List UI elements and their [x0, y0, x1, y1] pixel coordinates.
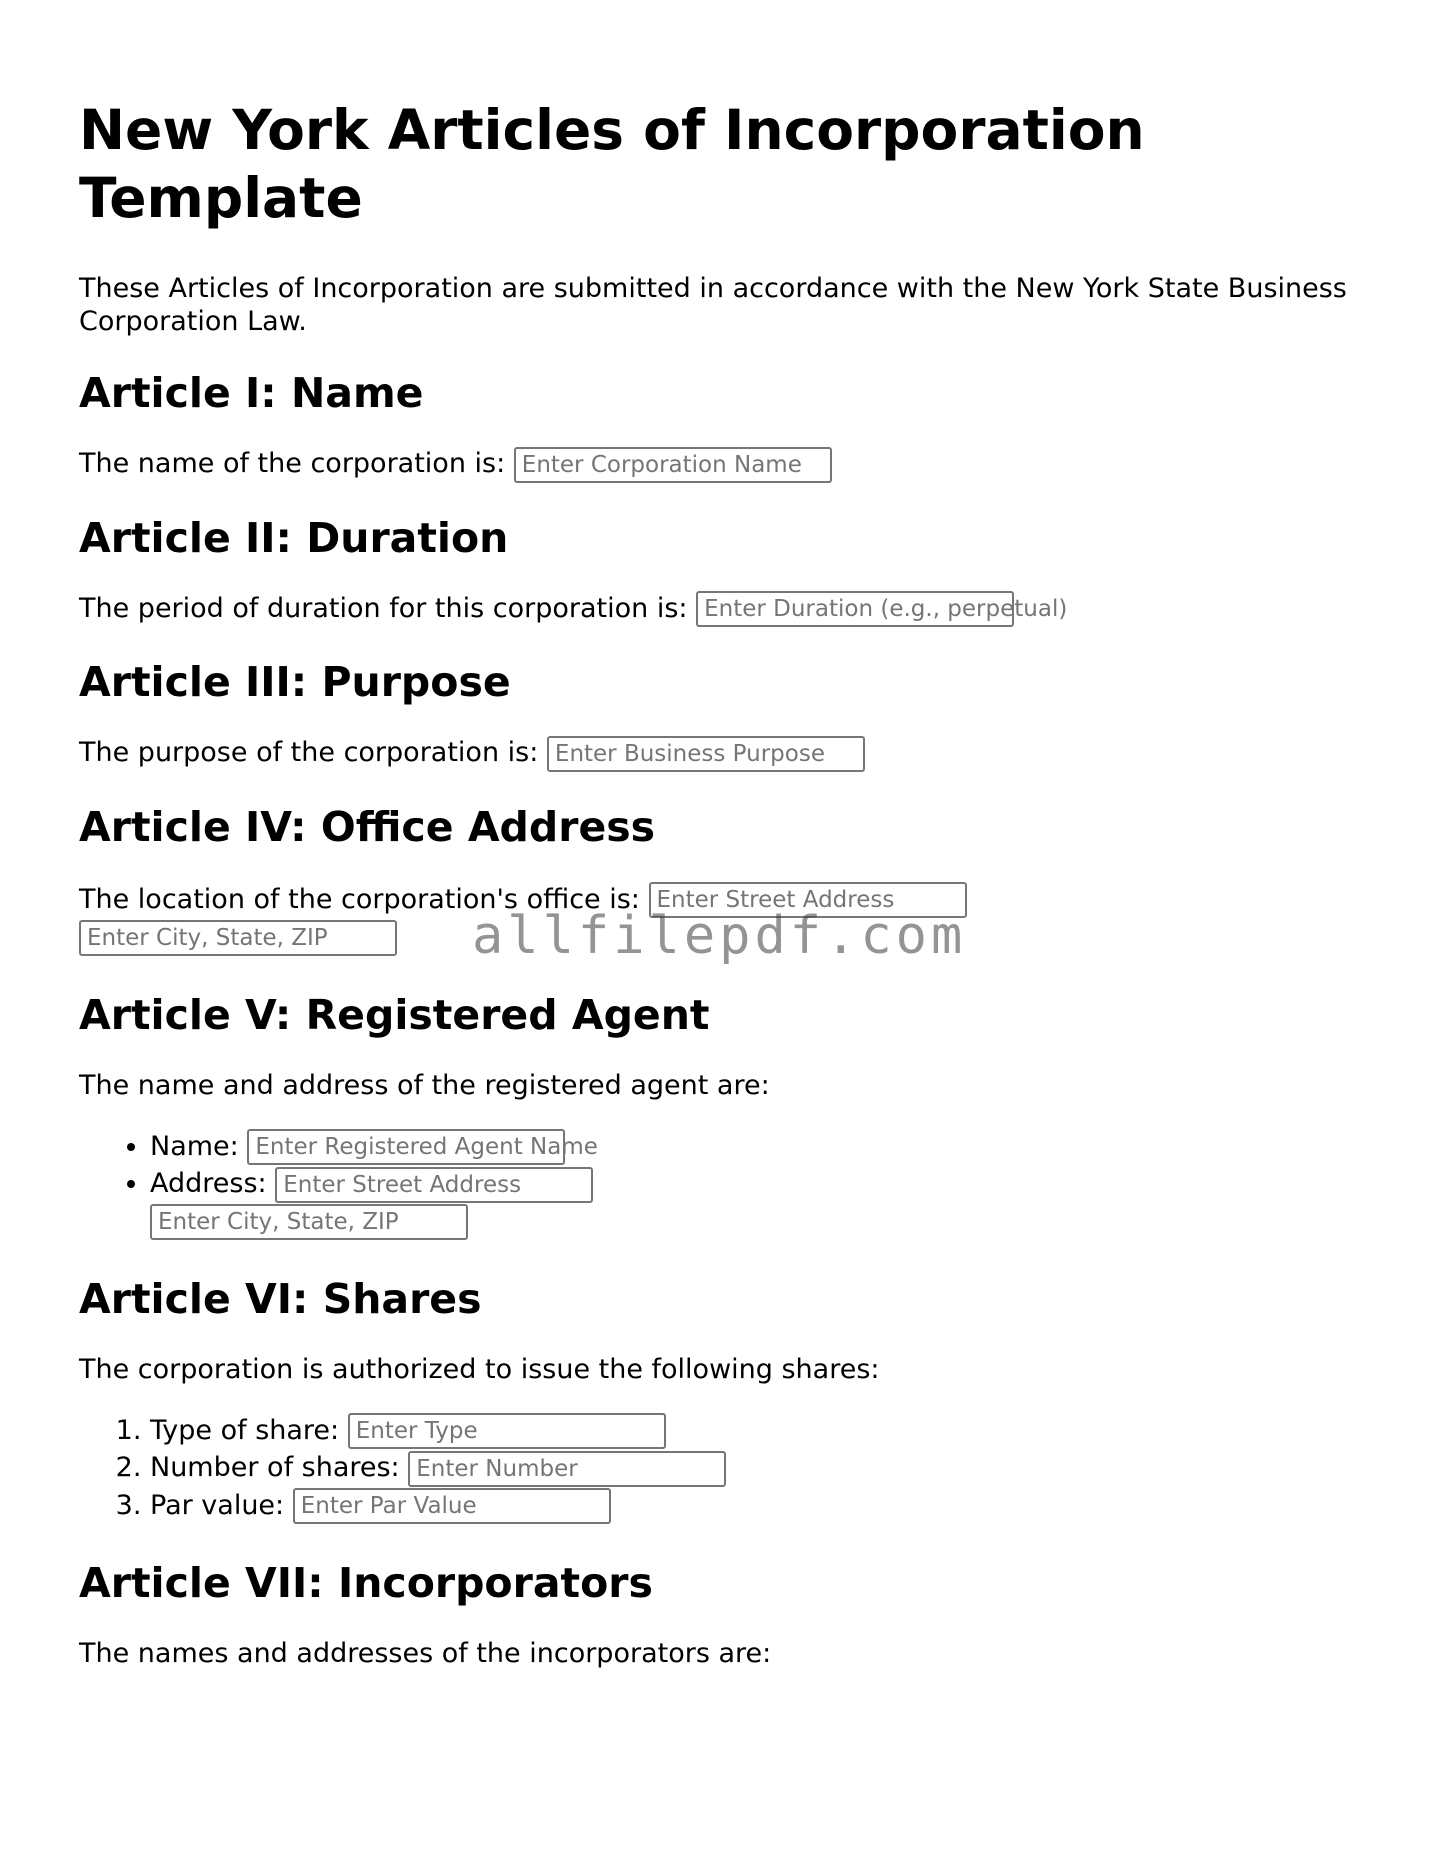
office-city-input[interactable]: Enter City, State, ZIP [79, 920, 397, 956]
document-page [79, 96, 1369, 1672]
article-2-text: The period of duration for this corporation is: [79, 592, 688, 624]
agent-city-input[interactable]: Enter City, State, ZIP [150, 1204, 468, 1240]
list-item [150, 1165, 1369, 1240]
article-2-heading: Article II: Duration [79, 513, 509, 562]
article-4-heading: Article IV: Office Address [79, 802, 656, 851]
corporation-name-input[interactable]: Enter Corporation Name [514, 447, 832, 483]
article-7-heading: Article VII: Incorporators [79, 1559, 653, 1607]
share-type-label: Type of share: [150, 1414, 340, 1446]
agent-address-label: Address: [150, 1168, 267, 1199]
business-purpose-input[interactable]: Enter Business Purpose [547, 736, 865, 772]
article-6-text: The corporation is authorized to issue the following shares: [79, 1353, 880, 1385]
share-number-input[interactable]: Enter Number [408, 1451, 726, 1487]
page-title: New York Articles of Incorporation Template [79, 98, 1145, 230]
par-value-label: Par value: [150, 1489, 285, 1521]
article-2-line [79, 591, 1369, 628]
intro-paragraph: These Articles of Incorporation are submitted in accordance with the New York State Business Corporation Law. [79, 273, 1347, 337]
registered-agent-list [79, 1128, 1369, 1240]
list-item [150, 1412, 1369, 1450]
list-item [150, 1487, 1369, 1525]
shares-list [79, 1412, 1369, 1525]
office-street-input[interactable]: Enter Street Address [649, 882, 967, 918]
article-6-heading: Article VI: Shares [79, 1274, 482, 1323]
par-value-input[interactable]: Enter Par Value [293, 1488, 611, 1524]
watermark: allfilepdf.com [472, 906, 967, 966]
article-7-text: The names and addresses of the incorporators are: [79, 1638, 772, 1669]
list-item [150, 1449, 1369, 1487]
article-3-line [79, 735, 1369, 772]
article-1-text: The name of the corporation is: [79, 448, 506, 479]
article-4-line [79, 882, 1369, 919]
share-type-input[interactable]: Enter Type [348, 1413, 666, 1449]
article-5-heading: Article V: Registered Agent [79, 990, 710, 1039]
duration-input[interactable]: Enter Duration (e.g., perpetual) [696, 591, 1014, 627]
agent-name-input[interactable]: Enter Registered Agent Name [247, 1129, 565, 1165]
agent-name-label: Name: [150, 1130, 239, 1162]
list-item [150, 1128, 1369, 1166]
article-3-heading: Article III: Purpose [79, 658, 511, 706]
article-4-text: The location of the corporation's office is: [79, 883, 640, 915]
article-3-text: The purpose of the corporation is: [79, 737, 539, 768]
article-1-heading: Article I: Name [79, 369, 424, 417]
article-1-line [79, 446, 1369, 483]
share-number-label: Number of shares: [150, 1452, 400, 1483]
agent-street-input[interactable]: Enter Street Address [275, 1167, 593, 1203]
article-5-text: The name and address of the registered agent are: [79, 1069, 770, 1101]
article-4-line-2 [79, 919, 1369, 956]
